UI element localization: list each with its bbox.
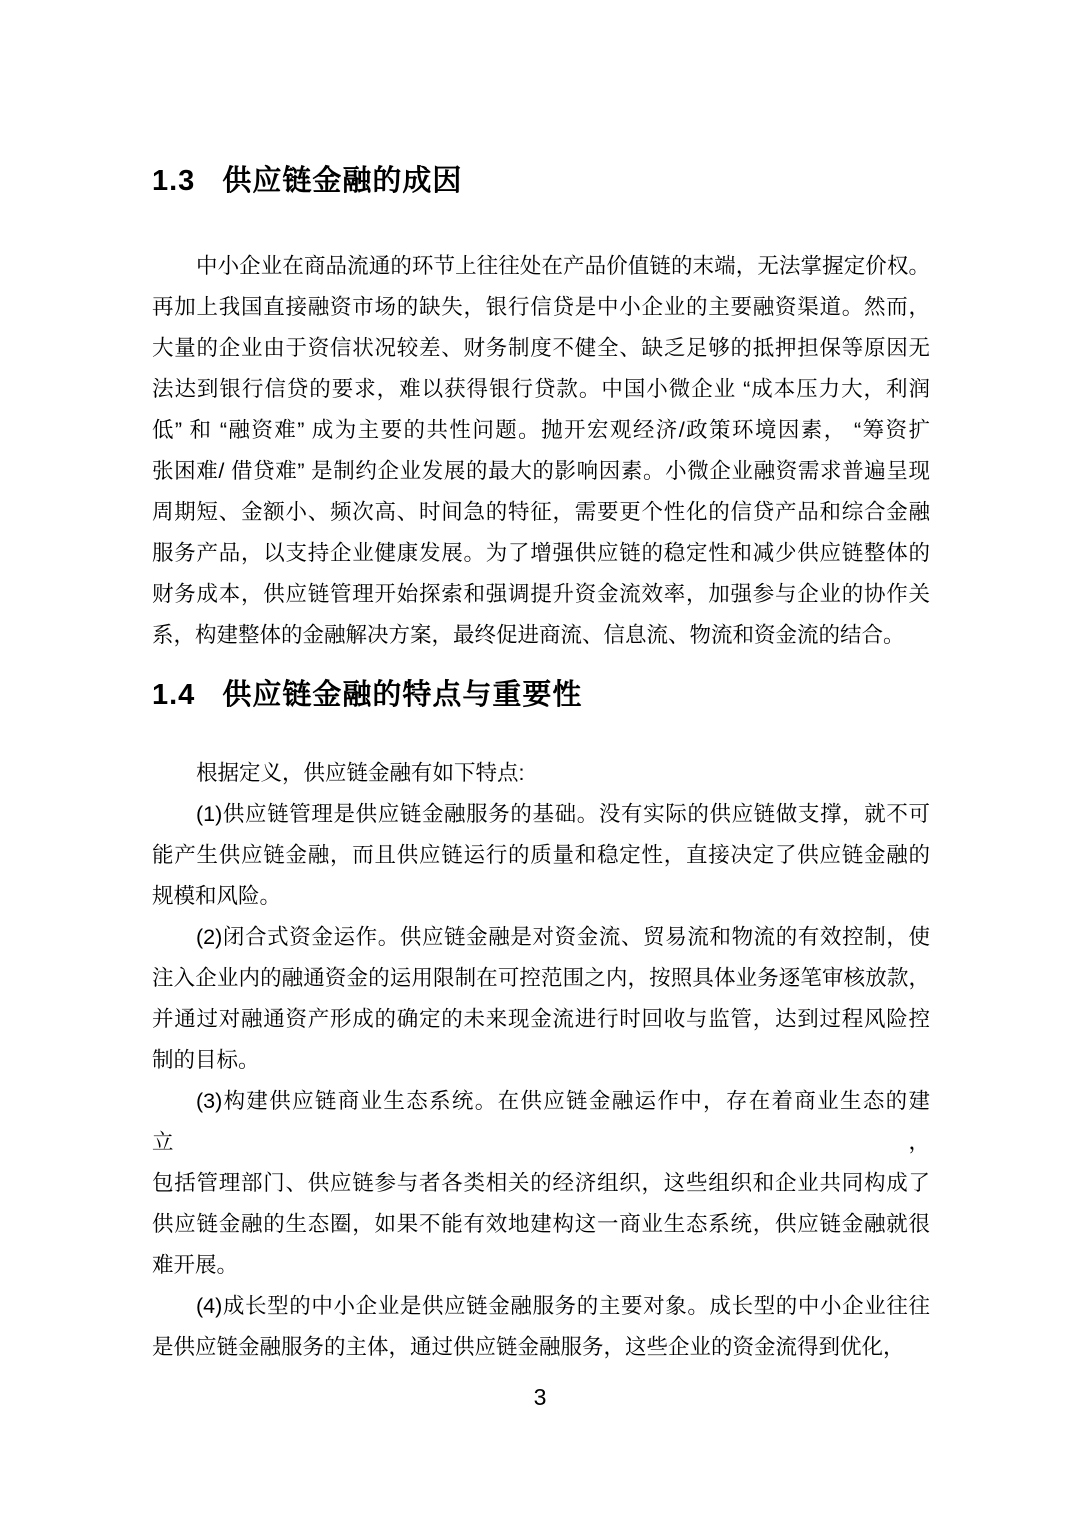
text-line: 包括管理部门、供应链参与者各类相关的经济组织，这些组织和企业共同构成了: [152, 1171, 930, 1195]
text-line: 低” 和 “融资难” 成为主要的共性问题。抛开宏观经济/政策环境因素， “筹资扩: [152, 418, 930, 442]
text-line: 注入企业内的融通资金的运用限制在可控范围之内，按照具体业务逐笔审核放款，: [152, 966, 930, 990]
section-heading: [152, 161, 930, 201]
paragraph: [152, 246, 930, 656]
section-number: 1.4: [152, 679, 196, 711]
text-line: (1)供应链管理是供应链金融服务的基础。没有实际的供应链做支撑，就不可: [196, 802, 930, 826]
text-line: 再加上我国直接融资市场的缺失，银行信贷是中小企业的主要融资渠道。然而，: [152, 295, 930, 319]
text-line: (4)成长型的中小企业是供应链金融服务的主要对象。成长型的中小企业往往: [196, 1294, 930, 1318]
paragraph: [152, 753, 930, 794]
paragraph: [152, 1081, 930, 1286]
section-title: 供应链金融的成因: [222, 165, 463, 197]
text-line: (2)闭合式资金运作。供应链金融是对资金流、贸易流和物流的有效控制，使: [196, 925, 930, 949]
document-content: [152, 0, 930, 1368]
text-line: 并通过对融通资产形成的确定的未来现金流进行时回收与监管，达到过程风险控: [152, 1007, 930, 1031]
text-line: 能产生供应链金融，而且供应链运行的质量和稳定性，直接决定了供应链金融的: [152, 843, 930, 867]
text-line: 是供应链金融服务的主体，通过供应链金融服务，这些企业的资金流得到优化，: [152, 1335, 905, 1359]
text-line: (3)构建供应链商业生态系统。在供应链金融运作中，存在着商业生态的建立，: [152, 1089, 930, 1154]
text-line: 难开展。: [152, 1253, 239, 1277]
page-number: 3: [533, 1384, 547, 1410]
text-line: 大量的企业由于资信状况较差、财务制度不健全、缺乏足够的抵押担保等原因无: [152, 336, 930, 360]
text-line: 周期短、金额小、频次高、时间急的特征，需要更个性化的信贷产品和综合金融: [152, 500, 930, 524]
text-line: 服务产品，以支持企业健康发展。为了增强供应链的稳定性和减少供应链整体的: [152, 541, 930, 565]
section-title: 供应链金融的特点与重要性: [222, 679, 583, 711]
paragraph: [152, 917, 930, 1081]
text-line: 财务成本，供应链管理开始探索和强调提升资金流效率，加强参与企业的协作关: [152, 582, 930, 606]
section-number: 1.3: [152, 165, 196, 197]
text-line: 张困难/ 借贷难” 是制约企业发展的最大的影响因素。小微企业融资需求普遍呈现: [152, 459, 930, 483]
section-heading: [152, 675, 930, 715]
text-line: 系，构建整体的金融解决方案，最终促进商流、信息流、物流和资金流的结合。: [152, 623, 905, 647]
text-line: 中小企业在商品流通的环节上往往处在产品价值链的末端，无法掌握定价权。: [196, 254, 930, 278]
paragraph: [152, 794, 930, 917]
text-line: 规模和风险。: [152, 884, 282, 908]
text-line: 根据定义，供应链金融有如下特点:: [196, 761, 525, 785]
text-line: 法达到银行信贷的要求，难以获得银行贷款。中国小微企业 “成本压力大，利润: [152, 377, 930, 401]
paragraph: [152, 1286, 930, 1368]
text-line: 供应链金融的生态圈，如果不能有效地建构这一商业生态系统，供应链金融就很: [152, 1212, 930, 1236]
text-line: 制的目标。: [152, 1048, 260, 1072]
